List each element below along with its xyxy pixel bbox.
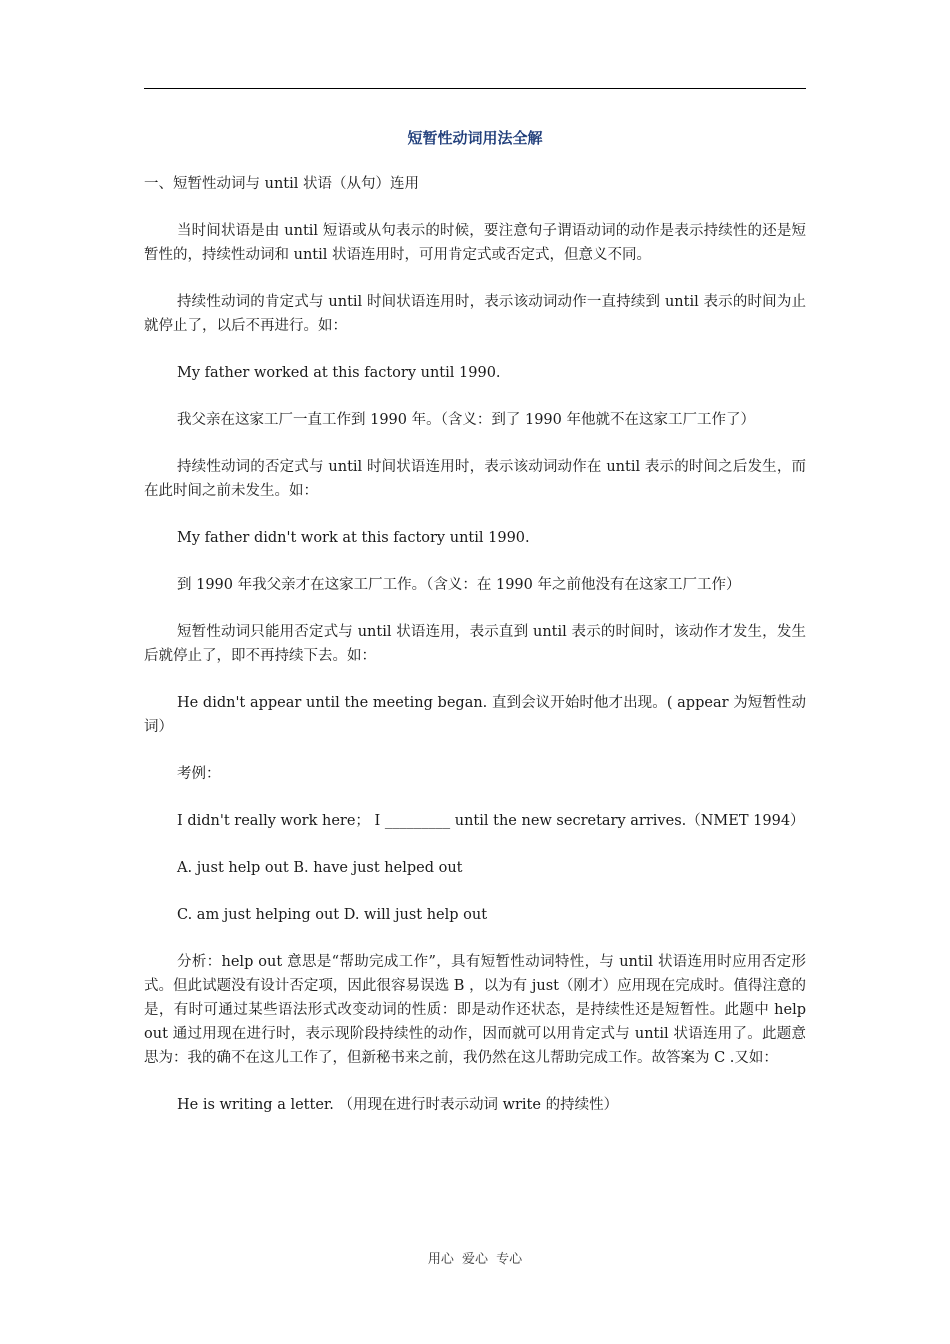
paragraph: 短暂性动词只能用否定式与 until 状语连用，表示直到 until 表示的时间时，该动作才发生，发生后就停止了，即不再持续下去。如： <box>144 624 806 664</box>
document-body <box>144 172 806 1140</box>
exam-label: 考例： <box>177 766 221 782</box>
analysis-paragraph: 分析：help out 意思是“帮助完成工作”，具有短暂性动词特性，与 until 状语连用时应用否定形式。但此试题没有设计否定项，因此很容易误选 B ，以为有 just（刚才）应用现在完成时。值得注意的是，有时可通过某些语法形式改变动词的性质：即是动作还状态，是持续性还是短暂性。此题中 help out 通过用现在进行时，表示现阶段持续性的动作，因而就可以用肯定式与 until 状语连用了。此题意思为：我的确不在这儿工作了，但新秘书来之前，我仍然在这儿帮助完成工作。故答案为 C .又如： <box>144 954 806 1066</box>
example-sentence: My father worked at this factory until 1990. <box>177 365 501 381</box>
section-heading: 一、短暂性动词与 until 状语（从句）连用 <box>144 176 419 192</box>
example-sentence: My father didn't work at this factory until 1990. <box>177 530 530 546</box>
paragraph: 当时间状语是由 until 短语或从句表示的时候，要注意句子谓语动词的动作是表示持续性的还是短暂性的，持续性动词和 until 状语连用时，可用肯定式或否定式，但意义不同。 <box>144 223 806 263</box>
answer-options: C. am just helping out D. will just help out <box>177 907 488 923</box>
paragraph: 我父亲在这家工厂一直工作到 1990 年。（含义：到了 1990 年他就不在这家工厂工作了） <box>177 412 755 428</box>
example-sentence: He is writing a letter. （用现在进行时表示动词 write 的持续性） <box>177 1097 619 1113</box>
paragraph: 到 1990 年我父亲才在这家工厂工作。（含义：在 1990 年之前他没有在这家工厂工作） <box>177 577 741 593</box>
paragraph: 持续性动词的否定式与 until 时间状语连用时，表示该动词动作在 until 表示的时间之后发生，而在此时间之前未发生。如： <box>144 459 806 499</box>
example-sentence: He didn't appear until the meeting began. 直到会议开始时他才出现。( appear 为短暂性动词） <box>144 695 806 735</box>
paragraph: 持续性动词的肯定式与 until 时间状语连用时，表示该动词动作一直持续到 until 表示的时间为止就停止了，以后不再进行。如： <box>144 294 806 334</box>
exam-question: I didn't really work here； I _________ until the new secretary arrives.（NMET 1994） <box>177 813 805 829</box>
answer-options: A. just help out B. have just helped out <box>177 860 463 876</box>
page-footer: 用心 爱心 专心 <box>427 1252 523 1267</box>
header-rule <box>144 88 806 89</box>
document-title: 短暂性动词用法全解 <box>407 129 543 147</box>
